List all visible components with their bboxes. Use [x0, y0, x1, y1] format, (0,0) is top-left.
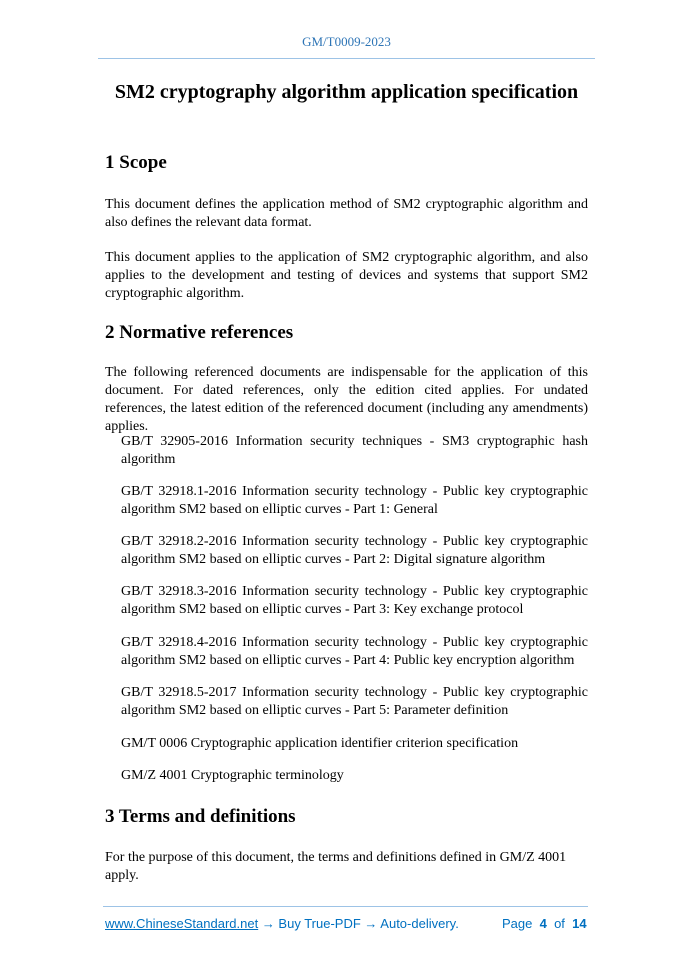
document-code: GM/T0009-2023 — [302, 34, 391, 49]
site-link[interactable]: www.ChineseStandard.net — [105, 916, 259, 931]
header-divider — [98, 58, 595, 59]
reference-item: GM/T 0006 Cryptographic application identifier criterion specification — [121, 736, 519, 751]
footer-divider — [103, 906, 588, 907]
total-pages: 14 — [572, 916, 587, 931]
page-title: SM2 cryptography algorithm application specification — [114, 81, 579, 103]
reference-item: GB/T 32905-2016 Information security techniques - SM3 cryptographic hash algorithm — [121, 434, 588, 467]
reference-item: GB/T 32918.2-2016 Information security technology - Public key cryptographic algorithm SM2 based on elliptic curves - Part 2: Digital signature algorithm — [121, 534, 588, 567]
current-page: 4 — [539, 916, 547, 931]
paragraph: This document defines the application method of SM2 cryptographic algorithm and also defines the relevant data format. — [105, 197, 588, 230]
paragraph: The following referenced documents are indispensable for the application of this document. For dated references, only the edition cited applies. For undated references, the latest edition of the referenced document (including any amendments) applies. — [105, 365, 588, 434]
paragraph: For the purpose of this document, the terms and definitions defined in GM/Z 4001 apply. — [105, 850, 567, 883]
reference-item: GB/T 32918.3-2016 Information security technology - Public key cryptographic algorithm SM2 based on elliptic curves - Part 3: Key exchange protocol — [121, 584, 588, 617]
paragraph: This document applies to the application of SM2 cryptographic algorithm, and also applies to the development and testing of devices and systems that support SM2 cryptographic algorithm. — [105, 250, 588, 301]
page-counter: Page 4 of 14 — [502, 916, 587, 931]
reference-item: GB/T 32918.1-2016 Information security technology - Public key cryptographic algorithm SM2 based on elliptic curves - Part 1: General — [121, 484, 588, 517]
reference-item: GM/Z 4001 Cryptographic terminology — [121, 768, 344, 783]
footer-promo — [105, 915, 459, 933]
promo-text: → Buy True-PDF → Auto-delivery. — [258, 916, 459, 931]
reference-item: GB/T 32918.5-2017 Information security technology - Public key cryptographic algorithm SM2 based on elliptic curves - Part 5: Parameter definition — [121, 685, 588, 718]
reference-item: GB/T 32918.4-2016 Information security technology - Public key cryptographic algorithm SM2 based on elliptic curves - Part 4: Public key encryption algorithm — [121, 635, 588, 668]
section-heading-scope: 1 Scope — [105, 152, 167, 173]
section-heading-terms-and-definitions: 3 Terms and definitions — [105, 806, 296, 827]
section-heading-normative-references: 2 Normative references — [105, 322, 294, 343]
